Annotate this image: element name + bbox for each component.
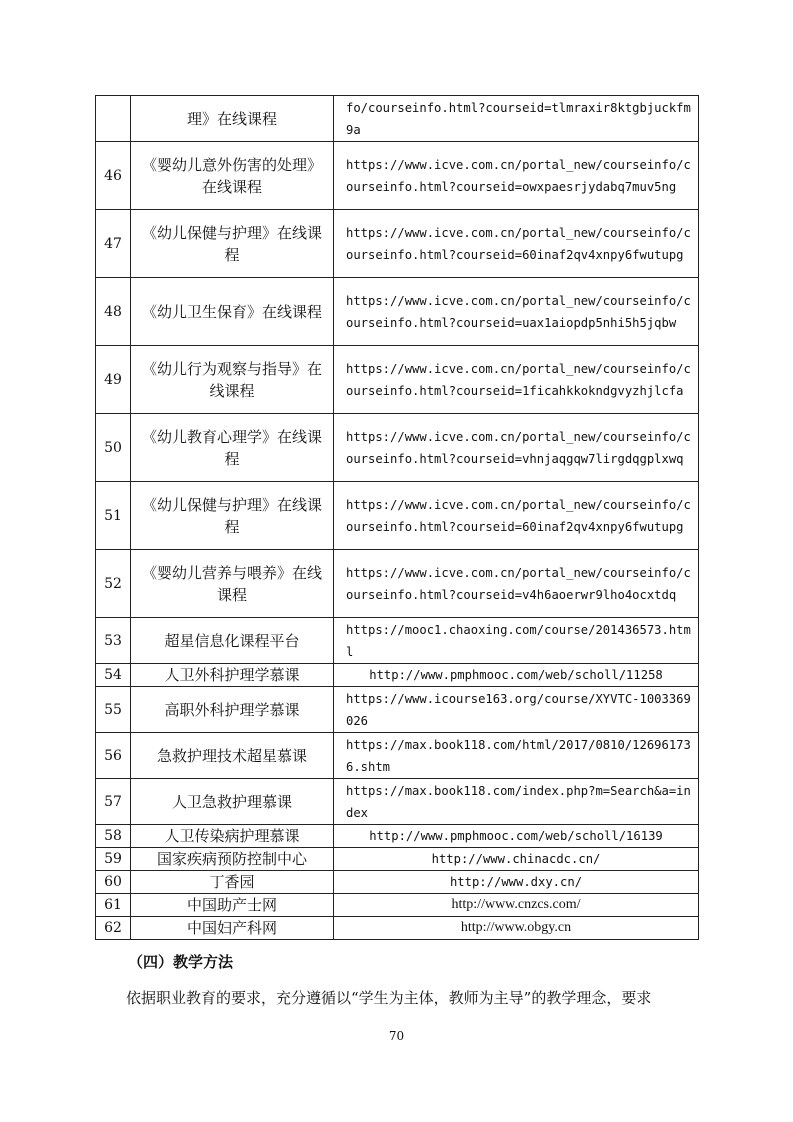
- table-row: [96, 96, 699, 142]
- row-number: 60: [96, 871, 131, 894]
- course-url[interactable]: https://max.book118.com/index.php?m=Search&a=index: [334, 779, 699, 825]
- table-row: [96, 482, 699, 550]
- row-number: 50: [96, 414, 131, 482]
- table-row: [96, 894, 699, 917]
- course-url[interactable]: https://www.icve.com.cn/portal_new/courseinfo/courseinfo.html?courseid=owxpaesrjydabq7muv5ng: [334, 142, 699, 210]
- course-name: 丁香园: [131, 871, 334, 894]
- course-url[interactable]: https://www.icve.com.cn/portal_new/courseinfo/courseinfo.html?courseid=1ficahkkokndgvyzhjlcfa: [334, 346, 699, 414]
- resource-table: [95, 95, 699, 940]
- body-paragraph: 依据职业教育的要求，充分遵循以“学生为主体，教师为主导”的教学理念，要求: [126, 989, 652, 1007]
- row-number: 61: [96, 894, 131, 917]
- row-number: 59: [96, 848, 131, 871]
- row-number: 51: [96, 482, 131, 550]
- table-row: [96, 733, 699, 779]
- section-heading: （四）教学方法: [128, 953, 234, 971]
- course-url[interactable]: fo/courseinfo.html?courseid=tlmraxir8ktgbjuckfm9a: [334, 96, 699, 142]
- table-row: [96, 550, 699, 618]
- page-number: 70: [388, 1029, 405, 1043]
- row-number: 53: [96, 618, 131, 664]
- row-number: 47: [96, 210, 131, 278]
- row-number: 62: [96, 917, 131, 940]
- row-number: 58: [96, 825, 131, 848]
- course-url[interactable]: https://www.icve.com.cn/portal_new/courseinfo/courseinfo.html?courseid=v4h6aoerwr9lho4ocxtdq: [334, 550, 699, 618]
- course-name: 《幼儿行为观察与指导》在线课程: [131, 346, 334, 414]
- course-name: 中国妇产科网: [131, 917, 334, 940]
- course-name: 《幼儿卫生保育》在线课程: [131, 278, 334, 346]
- course-name: 超星信息化课程平台: [131, 618, 334, 664]
- table-row: [96, 779, 699, 825]
- course-name: 急救护理技术超星慕课: [131, 733, 334, 779]
- course-url[interactable]: https://mooc1.chaoxing.com/course/201436573.html: [334, 618, 699, 664]
- row-number: [96, 96, 131, 142]
- course-url[interactable]: http://www.obgy.cn: [334, 917, 699, 940]
- table-row: [96, 278, 699, 346]
- course-url[interactable]: http://www.chinacdc.cn/: [334, 848, 699, 871]
- course-url[interactable]: http://www.pmphmooc.com/web/scholl/11258: [334, 664, 699, 687]
- table-row: [96, 871, 699, 894]
- course-name: 《婴幼儿意外伤害的处理》在线课程: [131, 142, 334, 210]
- course-url[interactable]: http://www.cnzcs.com/: [334, 894, 699, 917]
- table-row: [96, 618, 699, 664]
- course-url[interactable]: http://www.dxy.cn/: [334, 871, 699, 894]
- table-row: [96, 346, 699, 414]
- course-name: 人卫传染病护理慕课: [131, 825, 334, 848]
- row-number: 57: [96, 779, 131, 825]
- table-row: [96, 687, 699, 733]
- row-number: 48: [96, 278, 131, 346]
- course-name: 《幼儿保健与护理》在线课程: [131, 482, 334, 550]
- table-row: [96, 142, 699, 210]
- row-number: 52: [96, 550, 131, 618]
- course-name: 《幼儿教育心理学》在线课程: [131, 414, 334, 482]
- course-name: 《婴幼儿营养与喂养》在线课程: [131, 550, 334, 618]
- row-number: 56: [96, 733, 131, 779]
- course-url[interactable]: https://www.icve.com.cn/portal_new/courseinfo/courseinfo.html?courseid=60inaf2qv4xnpy6fwutupg: [334, 210, 699, 278]
- row-number: 49: [96, 346, 131, 414]
- course-name: 《幼儿保健与护理》在线课程: [131, 210, 334, 278]
- course-name: 人卫外科护理学慕课: [131, 664, 334, 687]
- course-url[interactable]: https://max.book118.com/html/2017/0810/126961736.shtm: [334, 733, 699, 779]
- course-name: 国家疾病预防控制中心: [131, 848, 334, 871]
- course-url[interactable]: http://www.pmphmooc.com/web/scholl/16139: [334, 825, 699, 848]
- course-name: 高职外科护理学慕课: [131, 687, 334, 733]
- course-url[interactable]: https://www.icve.com.cn/portal_new/courseinfo/courseinfo.html?courseid=60inaf2qv4xnpy6fwutupg: [334, 482, 699, 550]
- table-row: [96, 210, 699, 278]
- table-row: [96, 664, 699, 687]
- row-number: 46: [96, 142, 131, 210]
- row-number: 54: [96, 664, 131, 687]
- course-url[interactable]: https://www.icourse163.org/course/XYVTC-1003369026: [334, 687, 699, 733]
- course-name: 人卫急救护理慕课: [131, 779, 334, 825]
- table-row: [96, 917, 699, 940]
- course-url[interactable]: https://www.icve.com.cn/portal_new/courseinfo/courseinfo.html?courseid=uax1aiopdp5nhi5h5jqbw: [334, 278, 699, 346]
- course-url[interactable]: https://www.icve.com.cn/portal_new/courseinfo/courseinfo.html?courseid=vhnjaqgqw7lirgdqgplxwq: [334, 414, 699, 482]
- table-row: [96, 848, 699, 871]
- table-row: [96, 825, 699, 848]
- course-name: 中国助产士网: [131, 894, 334, 917]
- row-number: 55: [96, 687, 131, 733]
- course-name: 理》在线课程: [131, 96, 334, 142]
- table-row: [96, 414, 699, 482]
